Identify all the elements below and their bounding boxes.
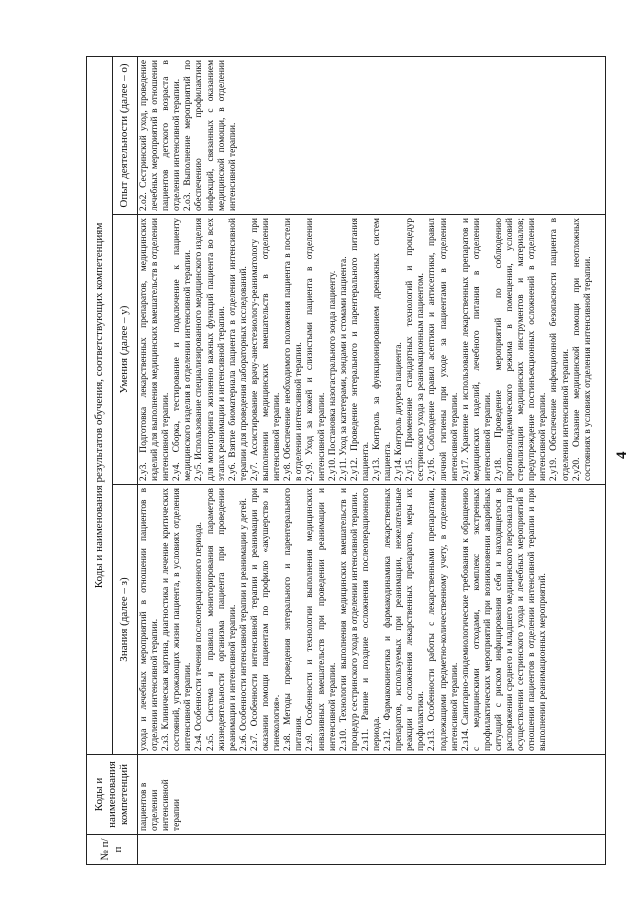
- col-codes-header: Коды и наименования компетенций: [87, 755, 138, 835]
- list-item: 2.у15. Применение стандартных технологий и процедур сестринского ухода за реанимационным пациентом.: [405, 218, 427, 481]
- header-row-2: [112, 57, 138, 865]
- row-num-cell: [138, 835, 606, 865]
- col-experience-header: Опыт деятельности (далее – о): [112, 57, 138, 215]
- list-item: 2.у20. Оказание медицинской помощи при неотложных состояниях в условиях отделения интенсивной терапии.: [571, 218, 593, 481]
- list-item: 2.у6. Взятие биоматериала пациента в отделении интенсивной терапии для проведения лабораторных исследований.: [227, 218, 249, 481]
- list-item: 2.з11. Ранние и поздние осложнения послеоперационного периода.: [360, 488, 382, 751]
- list-item: 2.у14. Контроль диуреза пациента.: [394, 342, 405, 481]
- list-item: 2.з4. Особенности течения послеоперационного периода.: [194, 521, 205, 751]
- list-item: 2.у5. Использование специализированного медицинского изделия для мониторинга жизненно важных функций пациента во всех этапах реанимации и интенсивной терапии.: [194, 217, 227, 481]
- list-item: 2.з10. Технологии выполнения медицинских вмешательств и процедур сестринского ухода в отделении интенсивной терапии.: [338, 488, 360, 751]
- list-item: 2.з6. Особенности интенсивной терапии и реанимации у детей.: [238, 498, 249, 751]
- list-item: 2.о3. Выполнение мероприятий по обеспечению профилактики инфекций, связанных с оказанием медицинской помощи, в отделении интенсивной терапии.: [183, 60, 238, 211]
- list-item: 2.у16. Соблюдение правил асептики и антисептики, правил личной гигиены при уходе за пациентами в отделении интенсивной терапии.: [427, 218, 460, 481]
- list-item: 2.з7. Особенности интенсивной терапии и реанимации при оказании помощи пациентам по профилю «акушерство и гинекология».: [249, 488, 283, 751]
- list-item: 2.у9. Уход за кожей и слизистыми пациента в отделении интенсивной терапии.: [305, 218, 327, 481]
- col-knowledge-header: Знания (далее – з): [112, 485, 138, 755]
- knowledge-cell: [138, 485, 606, 755]
- col-skills-header: Умения (далее – у): [112, 215, 138, 485]
- list-item: 2.у17. Хранение и использование лекарственных препаратов и медицинских изделий, лечебного питания в отделении интенсивной терапии.: [460, 218, 493, 481]
- list-item: 2.у4. Сборка, тестирование и подключение к пациенту медицинского изделия в отделении интенсивной терапии.: [172, 218, 194, 481]
- list-item: 2.з3. Клиническая картина, диагностика и лечение критических состояний, угрожающих жизни пациента, в условиях отделения интенсивной терапии.: [161, 488, 194, 751]
- list-item: 2.о2. Сестринский уход, проведение лечебных мероприятий в отношении пациентов детского возраста в отделении интенсивной терапии.: [139, 60, 183, 211]
- list-item: 2.у3. Подготовка лекарственных препаратов, медицинских изделий для выполнения медицинских вмешательств в отделении интенсивной терапии.: [139, 218, 172, 481]
- skills-cell: [138, 215, 606, 485]
- competency-table: [86, 56, 606, 865]
- group-header: Коды и наименования результатов обучения, соответствующих компетенциям: [87, 57, 113, 755]
- col-num-header: № п/п: [87, 835, 138, 865]
- competency-cell: пациентов в отделении интенсивной терапии: [138, 755, 606, 835]
- list-item: 2.у12. Проведение энтерального и парентерального питания пациента.: [349, 218, 371, 481]
- list-item: 2.у18. Проведение мероприятий по соблюдению противоэпидемического режима в помещении, условий стерилизации медицинских инструментов и материалов; предупреждение постинъекционных осложнений в отделении интенсивной терапии.: [494, 218, 549, 481]
- list-item: 2.у8. Обеспечение необходимого положения пациента в постели в отделении интенсивной терапии.: [283, 218, 305, 481]
- experience-cell: [138, 57, 606, 215]
- list-item: 2.у13. Контроль за функционированием дренажных систем пациента.: [371, 218, 394, 481]
- list-item: 2.у7. Ассистирование врачу-анестезиологу-реаниматологу при выполнении медицинских вмешательств в отделении интенсивной терапии.: [249, 218, 283, 481]
- list-item: 2.у10. Постановка назогастрального зонда пациенту.: [327, 270, 338, 481]
- list-item: 2.з13. Особенности работы с лекарственными препаратами, подлежащими предметно-количественному учету, в отделении интенсивной терапии.: [427, 488, 460, 751]
- list-item: 2.з8. Методы проведения энтерального и парентерального питания.: [283, 488, 305, 751]
- header-row-1: [87, 57, 113, 865]
- list-item: 2.з14. Санитарно-эпидемиологические требования к обращению с медицинскими отходами, комплекс экстренных профилактических мероприятий при возникновении аварийных ситуаций с риском инфицирования себя и находящегося в распоряжении среднего и младшего медицинского персонала при осуществлении сестринского ухода и лечебных мероприятий в отношении пациентов в отделении интенсивной терапии и при выполнении реанимационных мероприятий.: [460, 488, 549, 751]
- list-item: 2.з5. Система и правила мониторирования параметров жизнедеятельности организма пациента при проведении реанимации и интенсивной терапии.: [205, 488, 238, 751]
- list-item: 2.з12. Фармакокинетика и фармакодинамика лекарственных препаратов, используемых при реанимации, нежелательные реакции и осложнения лекарственных препаратов, меры их профилактики.: [383, 488, 427, 751]
- list-item: 2.у11. Уход за катетерами, зондами и стомами пациента.: [338, 256, 349, 481]
- table-row: [138, 57, 606, 865]
- list-item: ухода и лечебных мероприятий в отношении пациентов в отделении интенсивной терапии.: [139, 488, 161, 751]
- list-item: 2.з9. Особенности и технологии выполнения медицинских инвазивных вмешательств при проведении реанимации и интенсивной терапии.: [305, 488, 338, 751]
- list-item: 2.у19. Обеспечение инфекционной безопасности пациента в отделении интенсивной терапии.: [549, 218, 571, 481]
- page-number: 4: [614, 451, 630, 459]
